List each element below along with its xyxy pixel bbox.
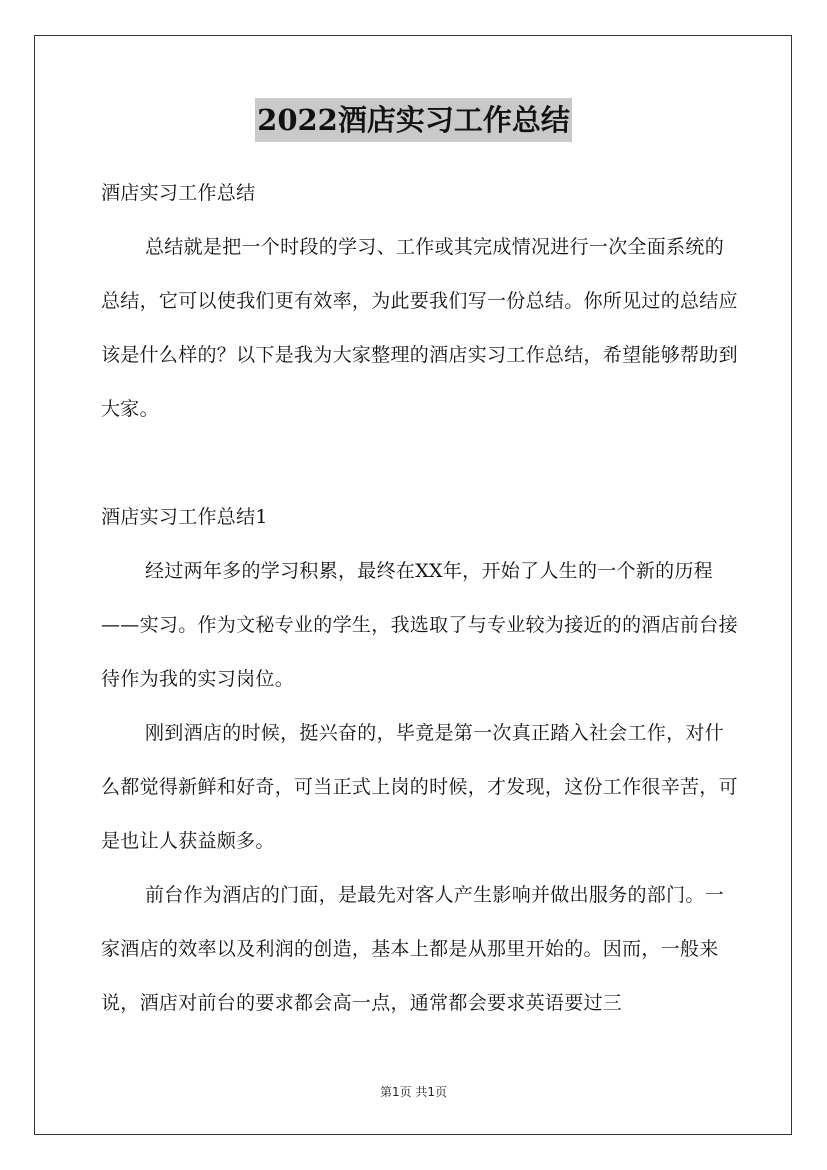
document-title-text: 2022酒店实习工作总结 xyxy=(255,98,572,142)
section1-paragraph-2: 刚到酒店的时候，挺兴奋的，毕竟是第一次真正踏入社会工作，对什么都觉得新鲜和好奇，可当正式上岗的时候，才发现，这份工作很辛苦，可是也让人获益颇多。 xyxy=(101,722,738,852)
section1-heading: 酒店实习工作总结1 xyxy=(101,506,268,528)
document-title xyxy=(0,98,827,142)
section1-paragraph-3: 前台作为酒店的门面，是最先对客人产生影响并做出服务的部门。一家酒店的效率以及利润的创造，基本上都是从那里开始的。因而，一般来说，酒店对前台的要求都会高一点，通常都会要求英语要过三 xyxy=(101,884,725,1014)
section-gap xyxy=(101,436,741,490)
section1-paragraph-1: 经过两年多的学习积累，最终在XX年，开始了人生的一个新的历程——实习。作为文秘专业的学生，我选取了与专业较为接近的的酒店前台接待作为我的实习岗位。 xyxy=(101,560,738,690)
intro-heading: 酒店实习工作总结 xyxy=(101,182,256,204)
document-body xyxy=(101,166,741,1030)
page-footer: 第1页 共1页 xyxy=(379,1085,448,1099)
intro-paragraph: 总结就是把一个时段的学习、工作或其完成情况进行一次全面系统的总结，它可以使我们更有效率，为此要我们写一份总结。你所见过的总结应该是什么样的？以下是我为大家整理的酒店实习工作总结，希望能够帮助到大家。 xyxy=(101,236,738,420)
